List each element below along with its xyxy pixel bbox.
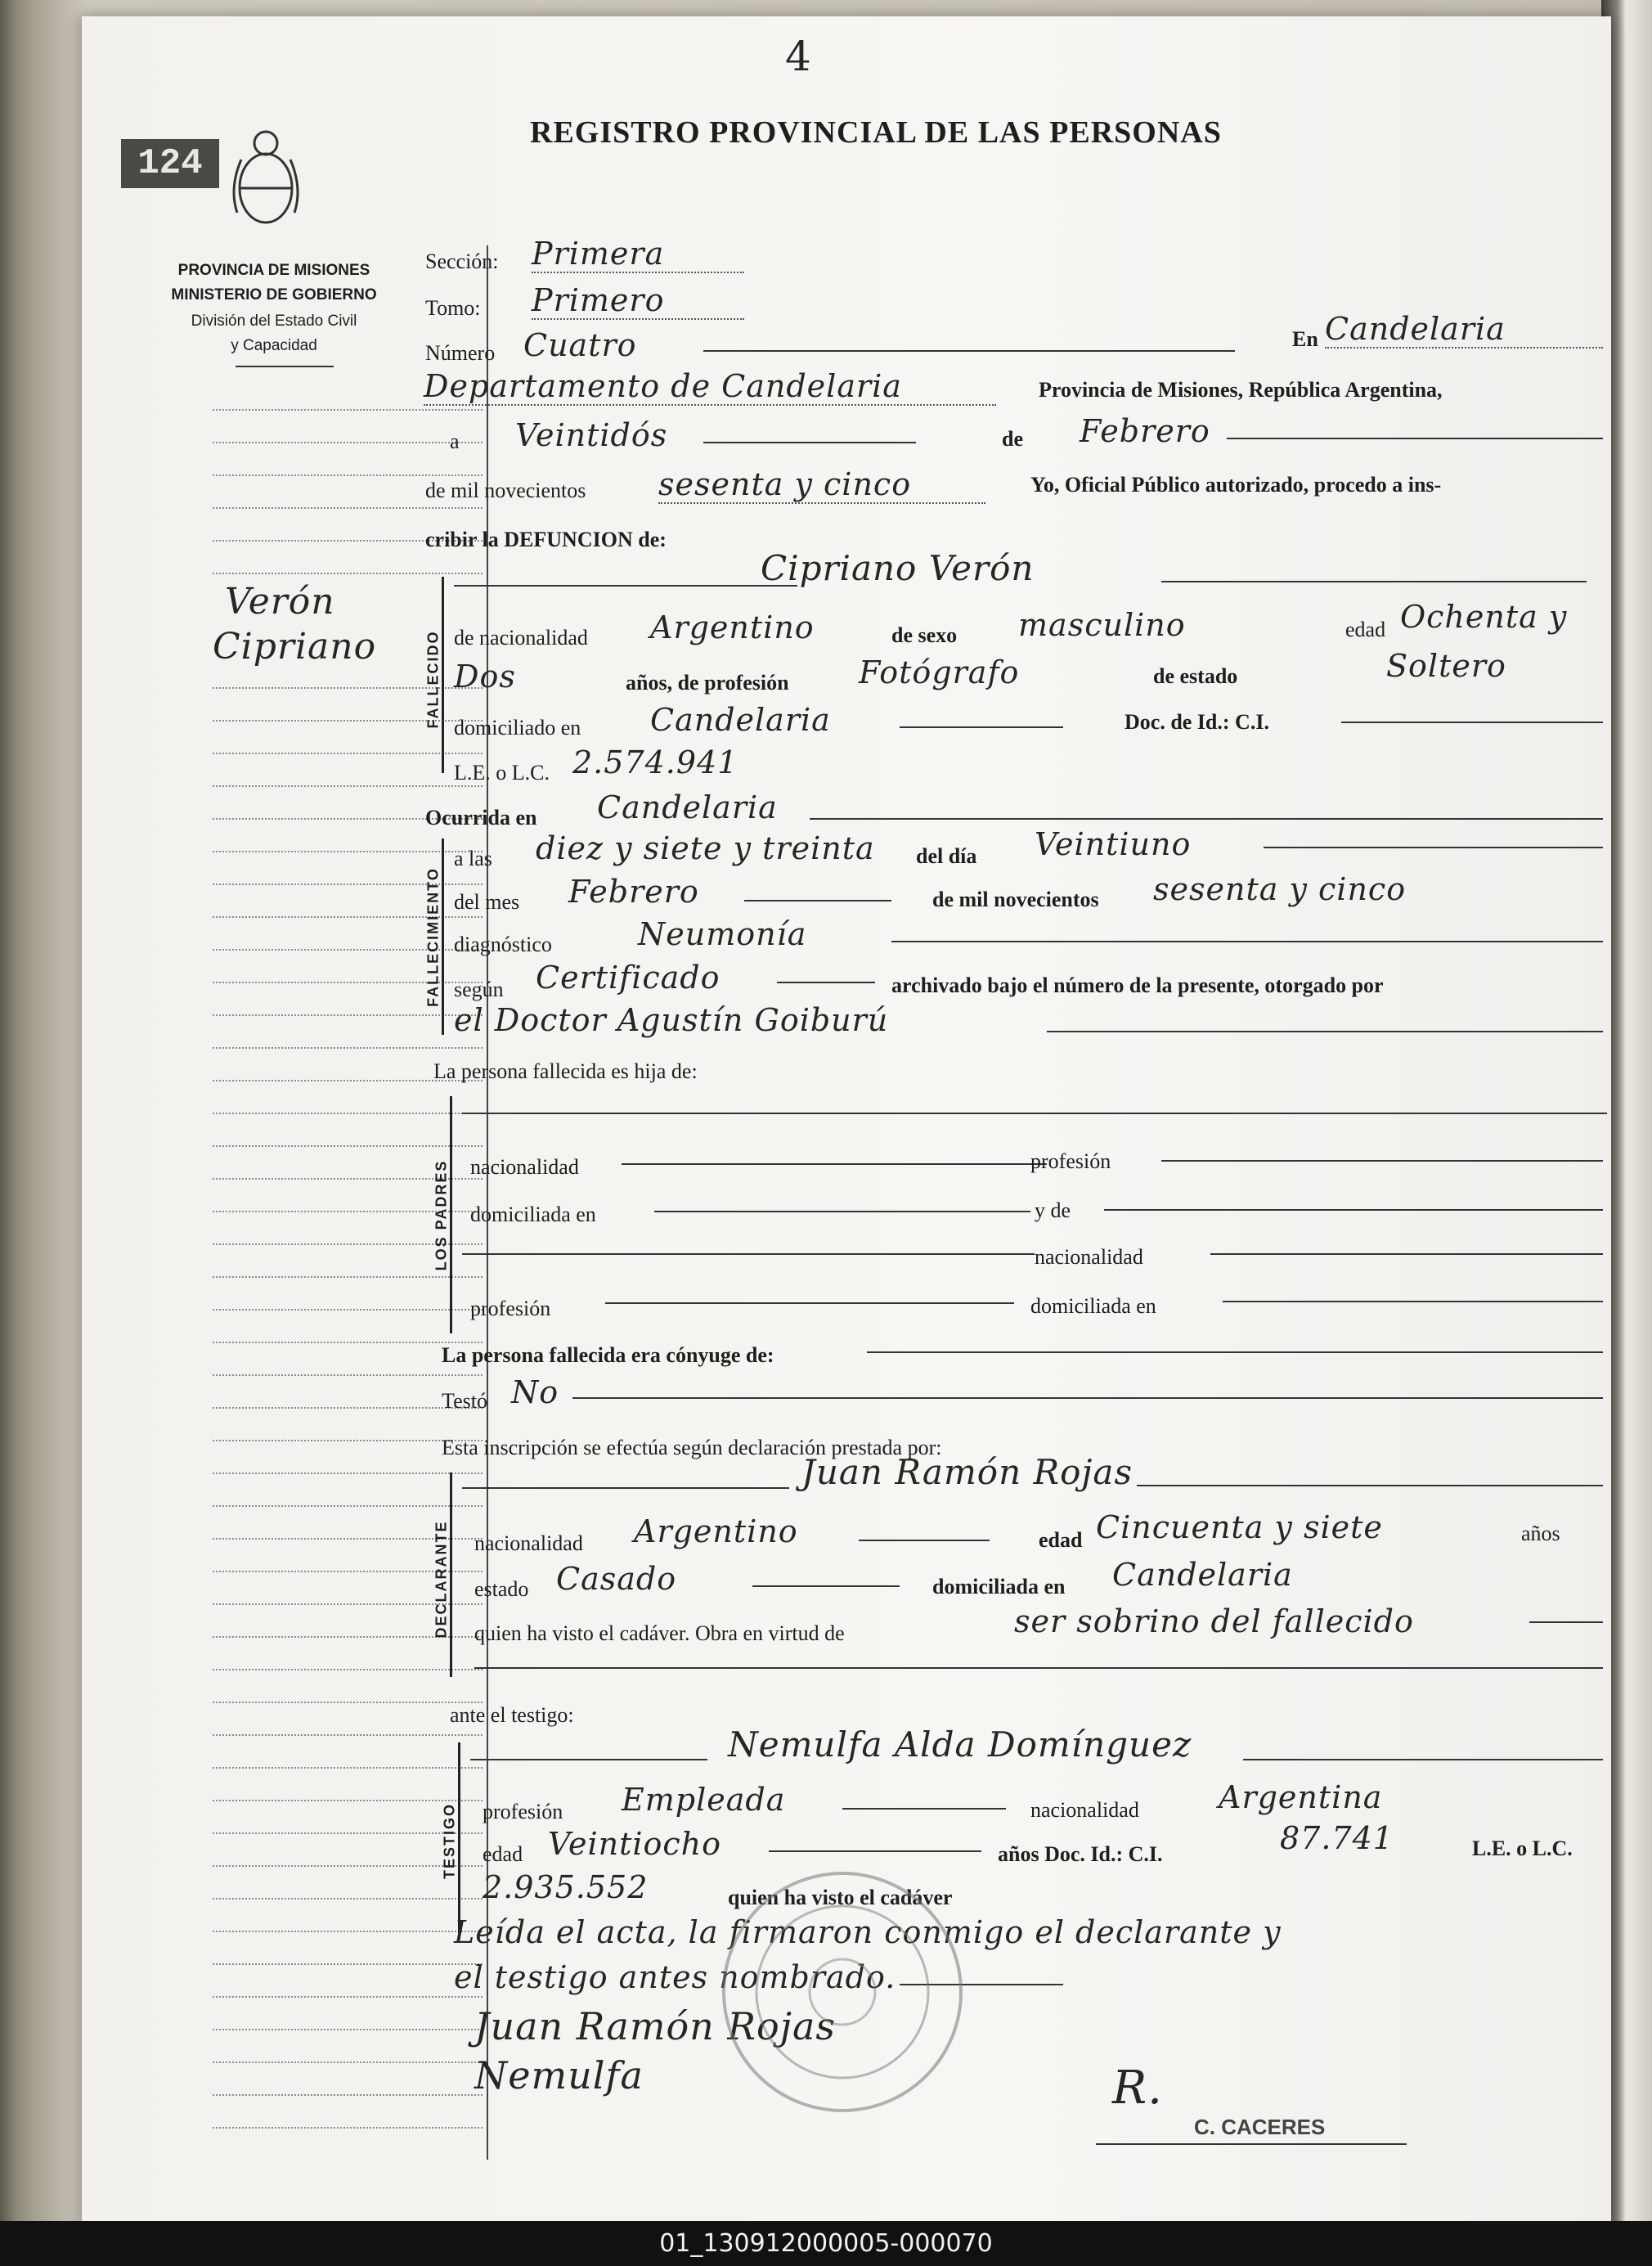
ministry-line4: y Capacidad [231, 337, 317, 354]
declarante-nombre: Juan Ramón Rojas [801, 1452, 1133, 1492]
ministry-line3: División del Estado Civil [191, 312, 357, 330]
nombre-line-left [454, 585, 797, 587]
padres-nacionalidad-line [622, 1163, 1047, 1165]
declarante-quien-value: ser sobrino del fallecido [1014, 1603, 1414, 1639]
hora-label: a las [454, 847, 492, 870]
oficial-text: Yo, Oficial Público autorizado, procedo a ins- [1030, 473, 1442, 497]
doc-line [1341, 722, 1603, 723]
padres-domiciliada-line [654, 1211, 1030, 1212]
tomo-label: Tomo: [425, 296, 481, 320]
declarante-signature: Juan Ramón Rojas [474, 2004, 837, 2048]
dia-line [703, 442, 916, 443]
numero-value: Cuatro [523, 327, 637, 363]
anios-label: años, de profesión [626, 671, 789, 695]
sexo-value: masculino [1018, 607, 1186, 643]
testigo-profesion-value: Empleada [622, 1782, 786, 1818]
padres-domiciliada-label: domiciliada en [470, 1203, 596, 1226]
dia-line-f [1264, 847, 1603, 848]
image-id-footer: 01_130912000005-000070 [0, 2221, 1652, 2266]
testigo-nombre: Nemulfa Alda Domínguez [728, 1724, 1192, 1765]
declarante-domiciliada-label: domiciliada en [932, 1575, 1066, 1598]
testigo-nacionalidad-value: Argentina [1219, 1779, 1383, 1815]
declarante-estado-line [752, 1585, 900, 1587]
seccion-label: Sección: [425, 250, 499, 273]
padres-domiciliada2-label: domiciliada en [1030, 1294, 1156, 1318]
provincia-text: Provincia de Misiones, República Argentina, [1039, 378, 1443, 402]
sexo-label: de sexo [891, 623, 958, 647]
archivado-text: archivado bajo el número de la presente, otorgado por [891, 973, 1384, 997]
le-label: L.E. o L.C. [454, 761, 550, 785]
testigo-intro: ante el testigo: [450, 1703, 574, 1727]
page-number: 4 [785, 33, 812, 80]
hora-value: diez y siete y treinta [536, 830, 875, 866]
edad-value: Ochenta y [1400, 599, 1568, 635]
nacionalidad-value: Argentino [650, 609, 815, 645]
ministry-line2: MINISTERIO DE GOBIERNO [171, 286, 377, 303]
padres-line-2 [462, 1253, 1035, 1255]
fallecido-nombre: Cipriano Verón [761, 548, 1035, 588]
domicilio-line [900, 726, 1063, 728]
fallecimiento-section-label: FALLECIMIENTO [424, 867, 442, 1007]
closing-line2: el testigo antes nombrado. [454, 1959, 896, 1995]
doc-label: Doc. de Id.: C.I. [1125, 710, 1269, 734]
ocurrida-value: Candelaria [597, 789, 778, 825]
declarante-nacionalidad-line [859, 1540, 990, 1541]
coat-of-arms-icon [225, 123, 307, 245]
oficial-stamp: C. CACERES [1194, 2115, 1326, 2139]
testigo-nombre-line-right [1243, 1759, 1603, 1760]
conyuge-line [867, 1351, 1603, 1353]
ministry-underline [236, 366, 334, 367]
dia-value: Veintidós [515, 417, 668, 453]
segun-line [777, 982, 875, 983]
testo-value: No [511, 1374, 559, 1410]
declarante-anios-label: años [1521, 1522, 1560, 1545]
declarante-edad-label: edad [1039, 1528, 1083, 1552]
anio-value: sesenta y cinco [658, 466, 985, 504]
official-seal-icon [720, 1857, 965, 2127]
diagnostico-line [891, 941, 1603, 942]
testigo-visto-label: quien ha visto el cadáver [728, 1886, 953, 1909]
profesion-value: Fotógrafo [859, 654, 1020, 690]
en-value: Candelaria [1325, 311, 1603, 348]
testigo-nombre-line-left [470, 1759, 707, 1760]
register-page [82, 16, 1611, 2225]
le-value: 2.574.941 [572, 744, 738, 780]
padres-profesion-line [1161, 1160, 1603, 1162]
padres-profesion2-label: profesión [470, 1297, 551, 1320]
folio-stamp: 124 [121, 139, 219, 188]
nacionalidad-label: de nacionalidad [454, 626, 588, 650]
padres-profesion2-line [605, 1302, 1014, 1304]
oficial-signature-line [1096, 2143, 1407, 2145]
edad-value-2: Dos [454, 659, 516, 695]
testigo-anios-label: años Doc. Id.: C.I. [998, 1842, 1163, 1866]
inscribir-text: cribir la DEFUNCION de: [425, 528, 667, 551]
margin-note-surname: Verón [225, 581, 335, 623]
diagnostico-value: Neumonía [638, 916, 807, 952]
oficial-signature: R. [1112, 2061, 1163, 2115]
anio-value-f: sesenta y cinco [1153, 871, 1407, 907]
ministry-line1: PROVINCIA DE MISIONES [177, 262, 370, 279]
ocurrida-label: Ocurrida en [425, 806, 537, 830]
padres-nacionalidad2-label: nacionalidad [1035, 1245, 1143, 1269]
fallecido-section-label: FALLECIDO [424, 630, 442, 729]
edad-label: edad [1345, 618, 1386, 641]
mil-label: de mil novecientos [425, 479, 586, 502]
declarante-estado-label: estado [474, 1577, 529, 1601]
padres-y-de-label: y de [1035, 1198, 1071, 1222]
mes-value-f: Febrero [568, 874, 699, 910]
departamento-value: Departamento de Candelaria [424, 368, 996, 406]
padres-nacionalidad-label: nacionalidad [470, 1155, 579, 1179]
testigo-edad-label: edad [483, 1842, 523, 1866]
testigo-edad-line [769, 1850, 981, 1852]
numero-line [703, 350, 1235, 352]
padres-nacionalidad2-line [1210, 1253, 1603, 1255]
mil-label-f: de mil novecientos [932, 888, 1099, 911]
estado-value: Soltero [1386, 648, 1506, 684]
mes-line [1227, 438, 1603, 439]
en-label: En [1292, 327, 1318, 351]
testigo-signature: Nemulfa [474, 2053, 644, 2097]
testo-line [572, 1397, 1603, 1399]
testigo-profesion-line [842, 1808, 1006, 1810]
mes-line-f [744, 900, 891, 901]
seccion-value: Primera [532, 236, 744, 273]
padres-section-label: LOS PADRES [433, 1159, 450, 1271]
declarante-intro: Esta inscripción se efectúa según declaración prestada por: [442, 1436, 942, 1459]
testigo-edad-value: Veintiocho [548, 1826, 722, 1862]
declarante-domiciliada-value: Candelaria [1112, 1557, 1293, 1593]
declarante-estado-value: Casado [556, 1561, 677, 1597]
padres-profesion-label: profesión [1030, 1149, 1111, 1173]
testigo-le-value: 2.935.552 [483, 1869, 649, 1905]
declarante-quien-label: quien ha visto el cadáver. Obra en virtud de [474, 1621, 845, 1645]
conyuge-label: La persona fallecida era cónyuge de: [442, 1343, 774, 1367]
declarante-edad-value: Cincuenta y siete [1096, 1509, 1383, 1545]
nombre-line-right [1161, 581, 1587, 582]
padres-domiciliada2-line [1223, 1301, 1603, 1302]
de-label: de [1002, 427, 1023, 451]
testigo-le-label: L.E. o L.C. [1472, 1837, 1573, 1860]
testo-label: Testó [442, 1389, 487, 1413]
tomo-value: Primero [532, 282, 744, 320]
doctor-line [1047, 1031, 1603, 1032]
diagnostico-label: diagnóstico [454, 933, 552, 956]
padres-line-1 [462, 1113, 1607, 1114]
segun-label: según [454, 978, 504, 1001]
page-title: REGISTRO PROVINCIAL DE LAS PERSONAS [530, 115, 1222, 150]
declarante-nombre-line-left [462, 1487, 789, 1489]
numero-label: Número [425, 341, 496, 365]
mes-label: del mes [454, 890, 520, 914]
dia-label: del día [916, 844, 977, 868]
testigo-ci-value: 87.741 [1280, 1820, 1394, 1856]
mes-value: Febrero [1080, 413, 1210, 449]
dia-value-f: Veintiuno [1035, 826, 1192, 862]
declarante-extra-line [474, 1667, 1603, 1669]
closing-line1: Leída el acta, la firmaron conmigo el declarante y [454, 1914, 1282, 1950]
a-label: a [450, 429, 460, 453]
padres-intro: La persona fallecida es hija de: [433, 1059, 698, 1083]
padres-y-de-line [1104, 1209, 1603, 1211]
testigo-profesion-label: profesión [483, 1800, 563, 1823]
margin-note-name: Cipriano [213, 626, 377, 668]
declarante-nombre-line-right [1137, 1485, 1603, 1486]
domicilio-label: domiciliado en [454, 716, 581, 740]
declarante-nacionalidad-value: Argentino [634, 1513, 798, 1549]
ocurrida-line [810, 818, 1603, 820]
segun-value: Certificado [536, 960, 721, 996]
testigo-section-label: TESTIGO [441, 1803, 458, 1880]
domicilio-value: Candelaria [650, 702, 831, 738]
declarante-section-label: DECLARANTE [433, 1520, 450, 1639]
declarante-nacionalidad-label: nacionalidad [474, 1531, 583, 1555]
estado-label: de estado [1153, 664, 1238, 688]
declarante-quien-line [1529, 1621, 1603, 1623]
doctor-value: el Doctor Agustín Goiburú [454, 1002, 889, 1038]
testigo-nacionalidad-label: nacionalidad [1030, 1798, 1139, 1822]
